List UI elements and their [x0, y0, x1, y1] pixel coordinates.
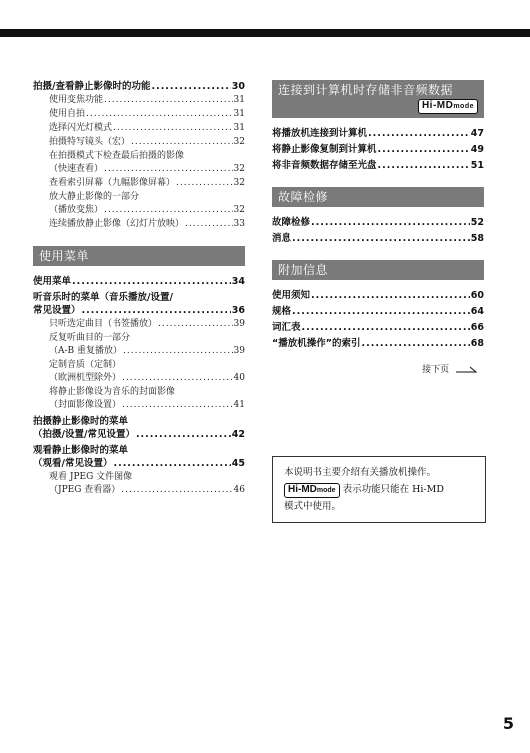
note-box: [272, 456, 486, 523]
next-page-indicator[interactable]: [272, 362, 484, 375]
next-page-label: 接下页: [422, 365, 450, 375]
section-header-pc: [272, 80, 484, 118]
toc-pc-entries: [272, 127, 484, 172]
toc-subentry[interactable]: 查看索引屏幕（九幅影像屏幕） ..... 32: [33, 177, 245, 190]
toc-subentry[interactable]: 拍摄特写镜头（宏） ..... 32: [33, 136, 245, 149]
toc-entry[interactable]: 听音乐时的菜单（音乐播放/设置/ 常见设置） ..... 36: [33, 291, 245, 317]
toc-subentry[interactable]: 观看 JPEG 文件图像 （JPEG 查看器） ..... 46: [33, 471, 245, 497]
toc-entry[interactable]: 将非音频数据存储至光盘 ..... 51: [272, 159, 484, 172]
toc-entry[interactable]: 观看静止影像时的菜单 （观看/常见设置） ..... 45: [33, 444, 245, 470]
note-line-1: 本说明书主要介绍有关播放机操作。: [284, 467, 437, 478]
toc-entry-still-functions[interactable]: 拍摄/查看静止影像时的功能 ..... 30: [33, 80, 245, 93]
arrow-right-icon: [456, 366, 480, 374]
note-line-3: 模式中使用。: [284, 501, 342, 512]
toc-subentry[interactable]: 使用变焦功能 ..... 31: [33, 94, 245, 107]
toc-entry[interactable]: 消息 ..... 58: [272, 232, 484, 245]
toc-entry[interactable]: 故障检修 ..... 52: [272, 216, 484, 229]
hi-md-mode-badge: Hi-MDmode: [418, 99, 478, 114]
toc-entry[interactable]: 使用须知 ..... 60: [272, 289, 484, 302]
toc-right-column: [272, 80, 484, 375]
toc-entry[interactable]: 拍摄静止影像时的菜单 （拍摄/设置/常见设置） ..... 42: [33, 415, 245, 441]
toc-info-entries: [272, 289, 484, 350]
section-header-troubleshooting: 故障检修: [272, 187, 484, 207]
toc-subentry[interactable]: 选择闪光灯模式 ..... 31: [33, 122, 245, 135]
toc-subentry[interactable]: 只听选定曲目（书签播放） ..... 39: [33, 318, 245, 331]
toc-subentry[interactable]: 连续播放静止影像（幻灯片放映） ..... 33: [33, 218, 245, 231]
toc-trouble-entries: [272, 216, 484, 245]
top-rule: [0, 29, 530, 37]
note-line-2: Hi-MDmode 表示功能只能在 Hi-MD: [284, 481, 474, 498]
toc-entry[interactable]: 词汇表 ..... 66: [272, 321, 484, 334]
hi-md-mode-badge: Hi-MDmode: [284, 483, 340, 498]
toc-subentry[interactable]: 将静止影像设为音乐的封面影像 （封面影像设置） ..... 41: [33, 386, 245, 412]
toc-entry[interactable]: 使用菜单 ..... 34: [33, 275, 245, 288]
toc-subitems: [33, 94, 245, 231]
toc-entry[interactable]: 将播放机连接到计算机 ..... 47: [272, 127, 484, 140]
section-header-menu: 使用菜单: [33, 246, 245, 266]
section-header-pc-title: 连接到计算机时存储非音频数据: [278, 83, 454, 97]
toc-subentry[interactable]: 反复听曲目的一部分 （A-B 重复播放） ..... 39: [33, 332, 245, 358]
section-header-additional-info: 附加信息: [272, 260, 484, 280]
toc-entry[interactable]: 规格 ..... 64: [272, 305, 484, 318]
toc-subentry[interactable]: 在拍摄模式下检查最后拍摄的影像 （快速查看） ..... 32: [33, 150, 245, 176]
toc-subentry[interactable]: 定制音质（定制） （欧洲机型除外） ..... 40: [33, 359, 245, 385]
page-number: 5: [502, 714, 514, 733]
toc-entry[interactable]: 将静止影像复制到计算机 ..... 49: [272, 143, 484, 156]
toc-subentry[interactable]: 放大静止影像的一部分 （播放变焦） ..... 32: [33, 191, 245, 217]
toc-menu-entries: [33, 275, 245, 497]
toc-subentry[interactable]: 使用自拍 ..... 31: [33, 108, 245, 121]
toc-left-column: [33, 80, 245, 498]
toc-entry[interactable]: “播放机操作”的索引 ..... 68: [272, 337, 484, 350]
